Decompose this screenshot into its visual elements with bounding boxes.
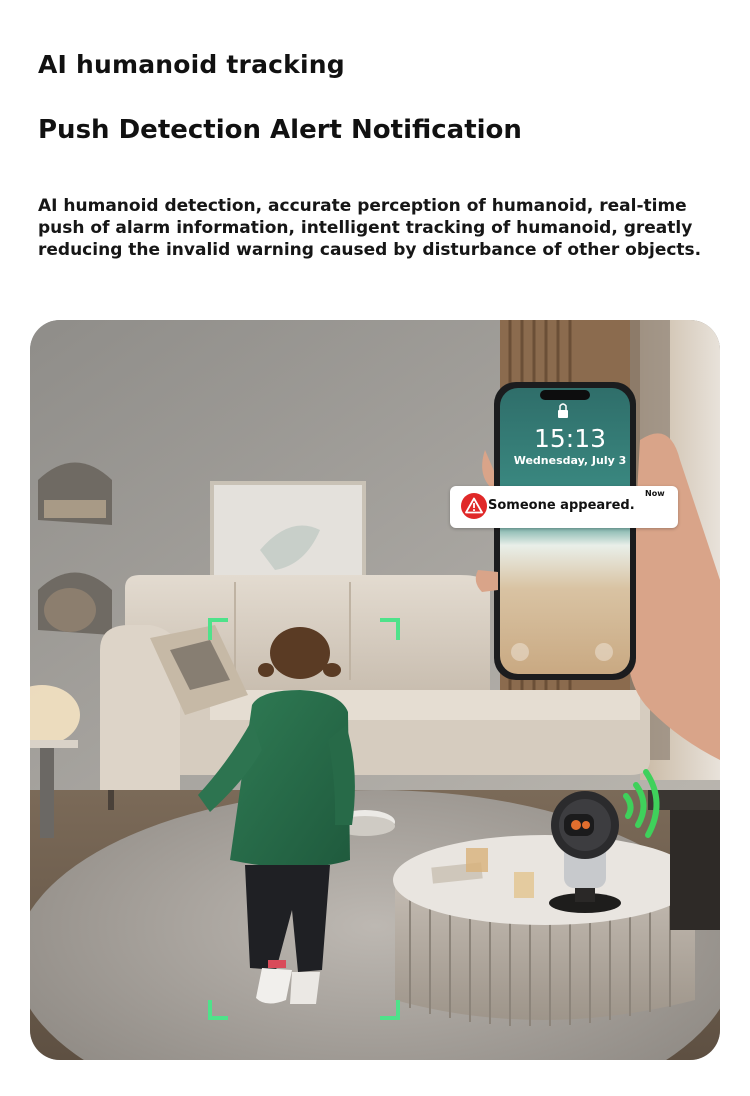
phone-date: Wednesday, July 3 — [513, 454, 627, 467]
phone-clock: 15:13 — [533, 424, 607, 453]
feature-description: AI humanoid detection, accurate perception of humanoid, real-time push of alarm information, intelligent tracking of humanoid, greatly reducing the invalid warning caused by disturbance of other objects. — [38, 196, 702, 260]
page-title: AI humanoid tracking — [38, 50, 345, 79]
notification-message: Someone appeared. — [488, 498, 635, 513]
push-notification[interactable] — [450, 486, 678, 528]
living-room-scene — [30, 320, 720, 1060]
warning-triangle-icon — [461, 493, 487, 519]
notification-time: Now — [645, 489, 665, 498]
page-subtitle: Push Detection Alert Notification — [38, 115, 522, 145]
